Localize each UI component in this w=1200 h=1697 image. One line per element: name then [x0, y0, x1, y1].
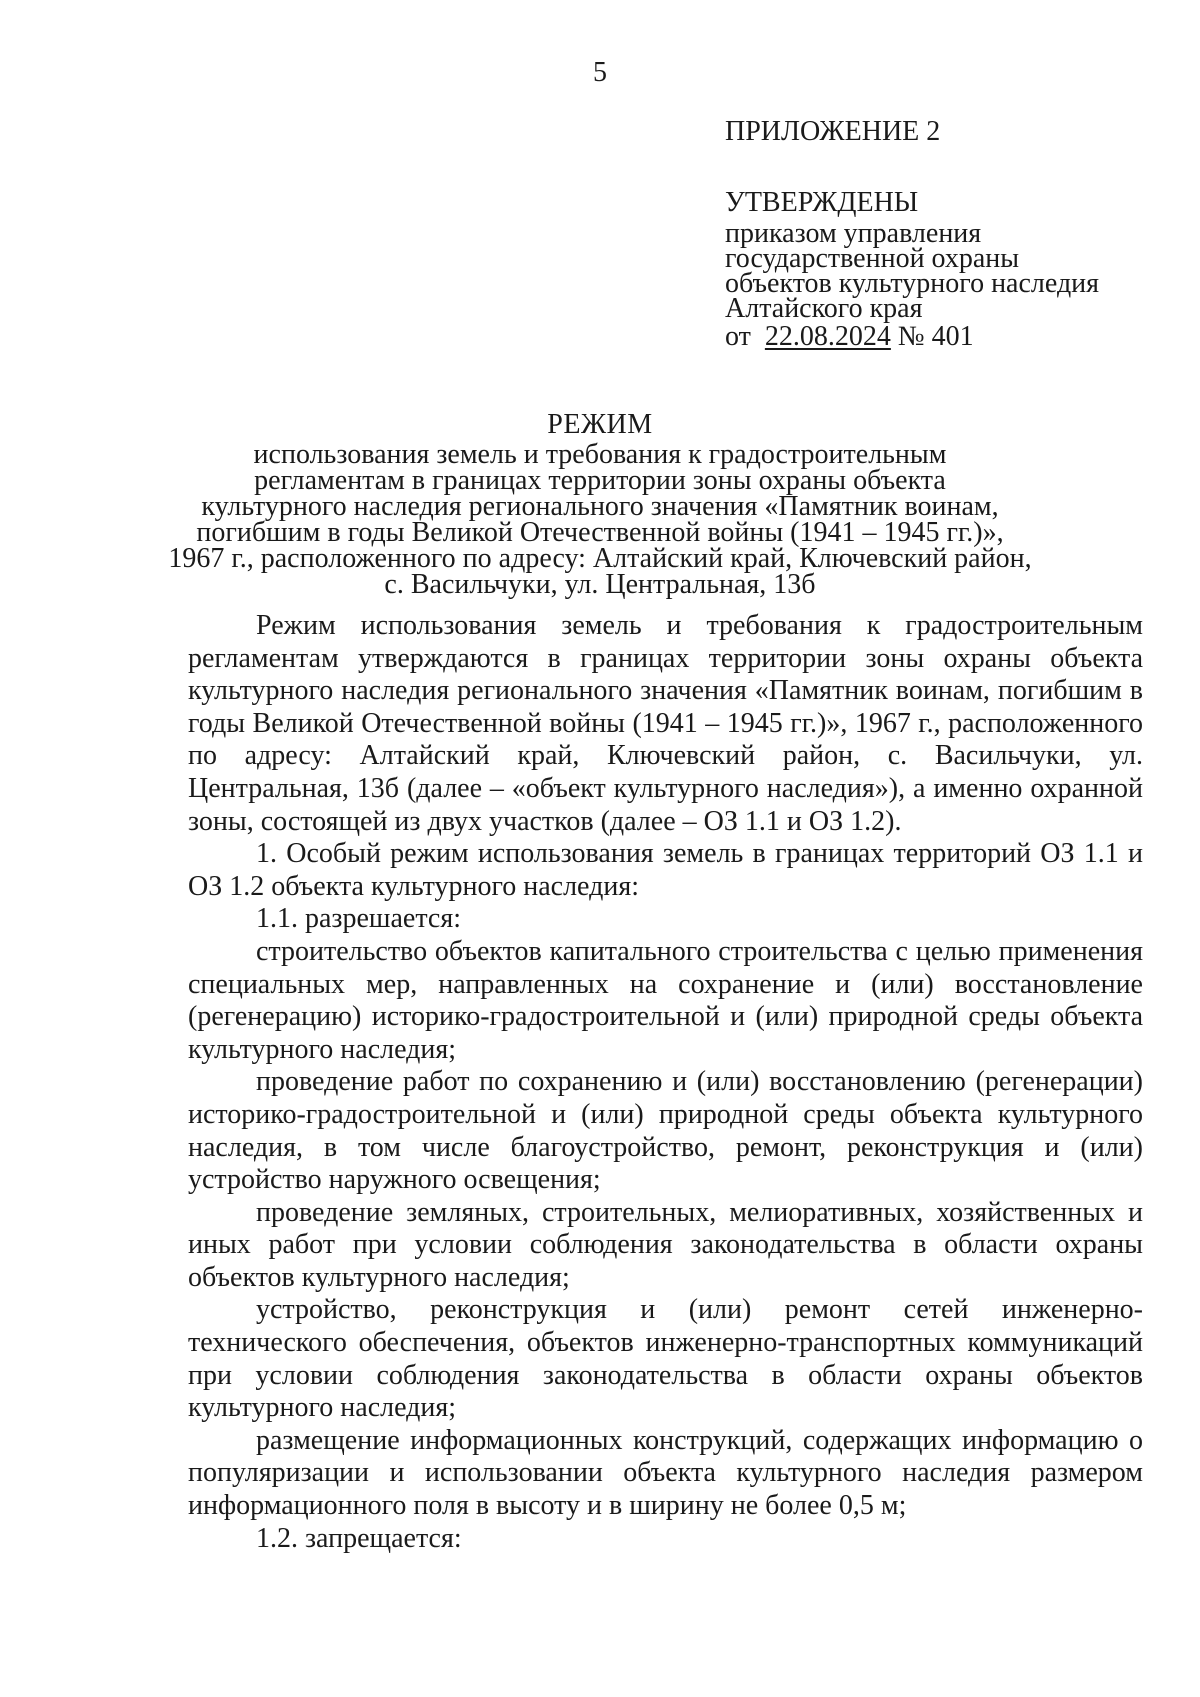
approval-block: [725, 112, 1165, 351]
subtitle-line: с. Васильчуки, ул. Центральная, 13б: [384, 569, 816, 600]
paragraph-permitted-item: размещение информационных конструкций, содержащих информацию о популяризации и использовании объекта культурного наследия размером информационного поля в высоту и в ширину не более 0,5 м;: [188, 1424, 1143, 1522]
order-line: [725, 321, 1165, 351]
page-number: 5: [593, 57, 607, 88]
appendix-label: ПРИЛОЖЕНИЕ 2: [725, 116, 941, 147]
subtitle-line: культурного наследия регионального значения «Памятник воинам,: [201, 491, 999, 522]
paragraph-permitted-item: проведение земляных, строительных, мелиоративных, хозяйственных и иных работ при условии соблюдения законодательства в области охраны объектов культурного наследия;: [188, 1196, 1143, 1293]
approval-line: объектов культурного наследия: [725, 268, 1100, 299]
paragraph-permitted-item: строительство объектов капитального строительства с целью применения специальных мер, направленных на сохранение и (или) восстановление (регенерацию) историко-градостроительной и (или) природной среды объекта культурного наследия;: [188, 935, 1143, 1065]
subtitle-line: регламентам в границах территории зоны охраны объекта: [254, 465, 946, 496]
paragraph-section-1-2: 1.2. запрещается:: [256, 1522, 462, 1554]
paragraph-permitted-item: устройство, реконструкция и (или) ремонт сетей инженерно-технического обеспечения, объектов инженерно-транспортных коммуникаций при условии соблюдения законодательства в области охраны объектов культурного наследия;: [188, 1294, 1143, 1424]
subtitle-line: 1967 г., расположенного по адресу: Алтайский край, Ключевский район,: [168, 543, 1032, 574]
paragraph-permitted-item: проведение работ по сохранению и (или) восстановлению (регенерации) историко-градостроительной и (или) природной среды объекта культурного наследия, в том числе благоустройство, ремонт, реконструкция и (или) устройство наружного освещения;: [188, 1066, 1143, 1196]
order-date: 22.08.2024: [764, 321, 891, 352]
approval-line: Алтайского края: [725, 293, 923, 324]
subtitle-line: использования земель и требования к градостроительным: [253, 439, 947, 470]
approval-line: приказом управления: [725, 218, 982, 249]
approved-label: УТВЕРЖДЕНЫ: [725, 187, 919, 218]
paragraph-section-1-1: 1.1. разрешается:: [256, 903, 461, 935]
title-block: [100, 408, 1100, 598]
paragraph-section-1: 1. Особый режим использования земель в границах территорий ОЗ 1.1 и ОЗ 1.2 объекта культурного наследия:: [188, 838, 1143, 902]
document-body: [188, 610, 1143, 1555]
document-title: РЕЖИМ: [547, 409, 653, 440]
paragraph-intro: Режим использования земель и требования к градостроительным регламентам утверждаются в границах территории зоны охраны объекта культурного наследия регионального значения «Памятник воинам, погибшим в годы Великой Отечественной войны (1941 – 1945 гг.)», 1967 г., расположенного по адресу: Алтайский край, Ключевский район, с. Васильчуки, ул. Центральная, 13б (далее – «объект культурного наследия»), а именно охранной зоны, состоящей из двух участков (далее – ОЗ 1.1 и ОЗ 1.2).: [188, 610, 1143, 837]
order-prefix: от: [725, 321, 751, 352]
order-number: № 401: [897, 321, 974, 352]
subtitle-line: погибшим в годы Великой Отечественной войны (1941 – 1945 гг.)»,: [196, 517, 1004, 548]
approval-line: государственной охраны: [725, 243, 1020, 274]
